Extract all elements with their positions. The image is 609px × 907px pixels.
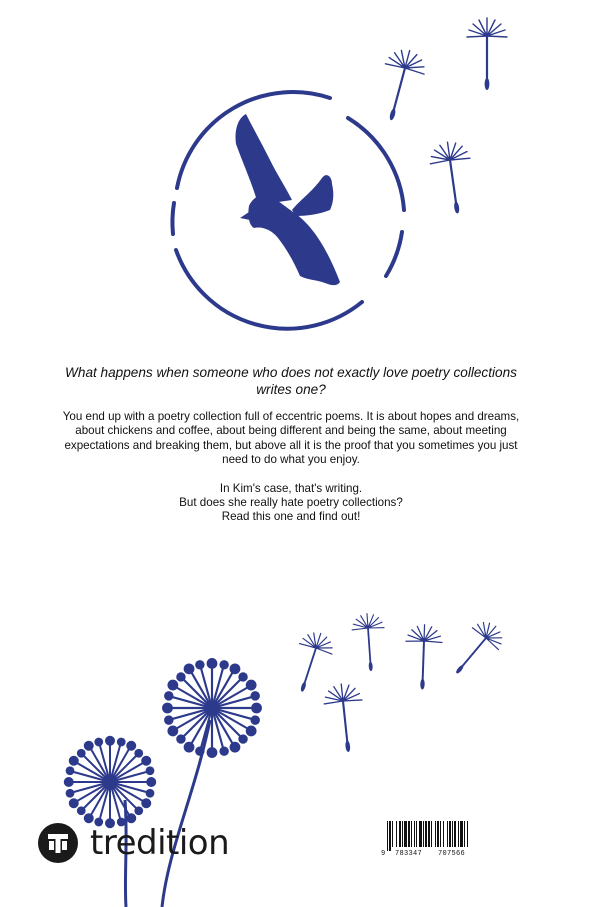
isbn-barcode — [381, 821, 481, 861]
barcode-bars — [387, 821, 479, 851]
blurb-line: In Kim's case, that's writing. — [219, 481, 363, 495]
blurb-headline: What happens when someone who does not exactly love poetry collections writes one? — [65, 365, 517, 397]
dandelion-seeds-top — [372, 18, 507, 216]
barcode-digit-lead: 9 — [381, 850, 386, 858]
crow-icon — [235, 114, 340, 285]
blurb-line: Read this one and find out! — [221, 510, 361, 524]
blurb — [55, 364, 527, 525]
barcode-group-right: 707566 — [438, 850, 466, 858]
barcode-group-left: 783347 — [395, 850, 423, 858]
blurb-line: But does she really hate poetry collections? — [179, 496, 403, 510]
publisher-name: tredition — [90, 823, 230, 863]
dandelion-seeds-bottom — [286, 613, 509, 754]
dandelion-flowers — [64, 658, 262, 907]
tredition-logo-icon — [38, 823, 78, 863]
blurb-paragraph: You end up with a poetry collection full of eccentric poems. It is about hopes and dreams, about chickens and coffee, about being different and being the same, about meeting expectations and breaking them, but above all it is the proof that you sometimes you just need to do what you enjoy. — [62, 410, 520, 467]
publisher-logo — [38, 822, 229, 864]
